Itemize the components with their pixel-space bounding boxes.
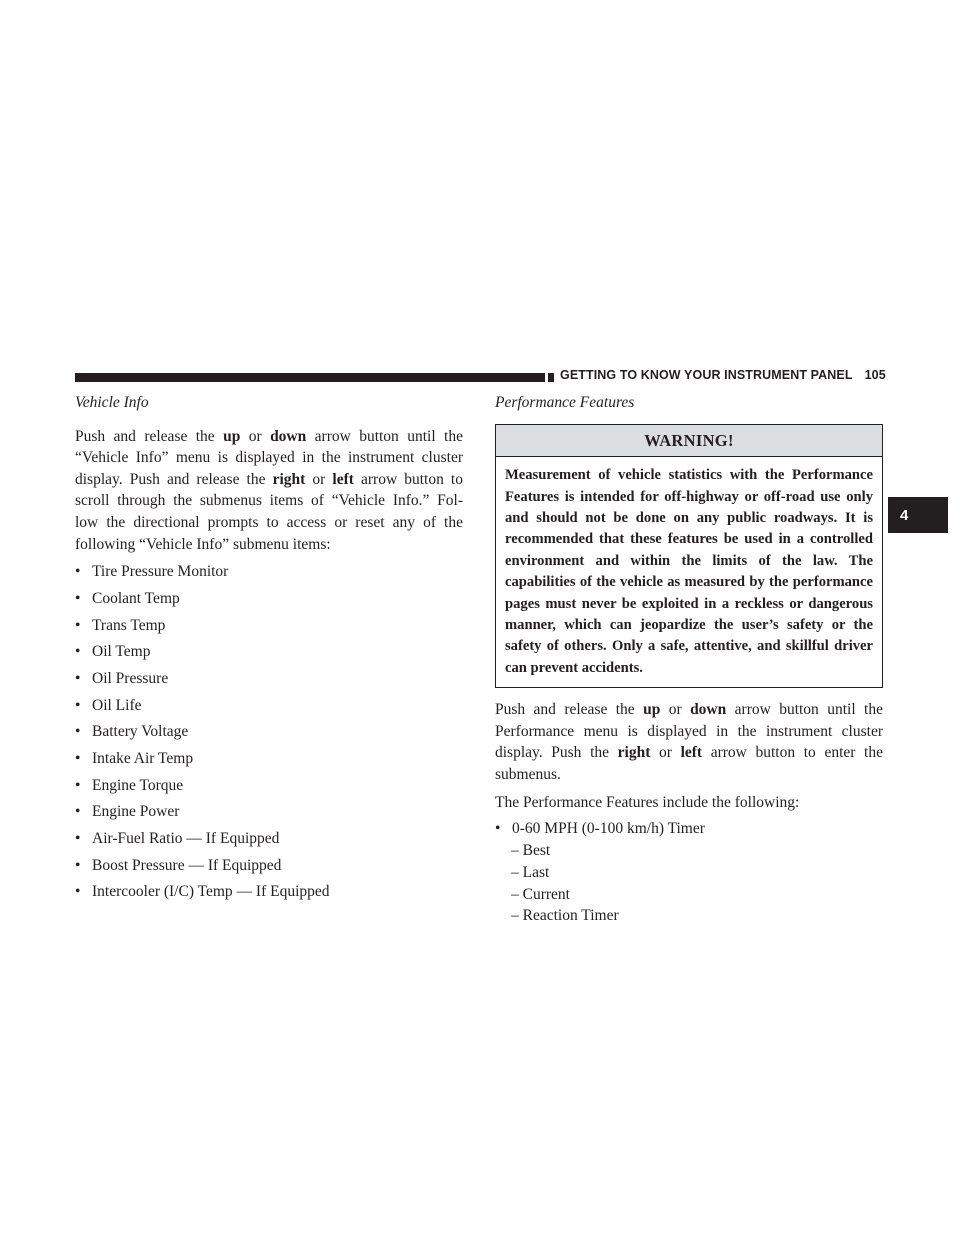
left-column: [75, 392, 463, 908]
header-rule: [75, 373, 545, 382]
list-item: • Tire Pressure Monitor: [75, 563, 229, 581]
list-item: – Current: [511, 885, 570, 903]
performance-list-intro: The Performance Features include the following:: [495, 793, 800, 811]
list-item: – Best: [511, 841, 551, 859]
performance-intro: Push and release the up or down arrow button until the Performance menu is displayed in the instrument cluster display. Push the right or left arrow button to enter the submenus.: [495, 701, 883, 784]
list-item: • Intake Air Temp: [75, 749, 194, 767]
list-item: • Air-Fuel Ratio — If Equipped: [75, 830, 280, 848]
vehicle-info-intro: Push and release the up or down arrow button until the “Vehicle Info” menu is displayed in the instrument cluster display. Push and release the right or left arrow button to scroll through the submenus items of “Vehicle Info.” Fol- low the directional prompts to access or reset any of the following “Vehicle Info” submenu items:: [75, 427, 463, 553]
header-rule-end: [548, 373, 554, 382]
list-item: • Battery Voltage: [75, 723, 189, 741]
chapter-tab[interactable]: 4: [888, 497, 948, 533]
warning-box: [495, 424, 883, 689]
warning-title: WARNING!: [496, 425, 882, 458]
list-item: • Oil Temp: [75, 643, 151, 661]
list-item: • Engine Torque: [75, 776, 184, 794]
warning-body: Measurement of vehicle statistics with the Performance Features is intended for off-highway or off-road use only and should not be done on any public roadways. It is recommended that these features be used in a controlled environment and within the limits of the law. The capabilities of the vehicle as measured by the performance pages must never be exploited in a reckless or dangerous manner, which can jeopardize the user’s safety or the safety of others. Only a safe, attentive, and skillful driver can prevent accidents.: [505, 467, 873, 676]
list-item: • Intercooler (I/C) Temp — If Equipped: [75, 883, 330, 901]
list-item: • Engine Power: [75, 803, 180, 821]
vehicle-info-heading: Vehicle Info: [75, 394, 149, 411]
list-item: • 0-60 MPH (0-100 km/h) Timer: [495, 820, 705, 838]
list-item: • Trans Temp: [75, 616, 166, 634]
performance-features-heading: Performance Features: [495, 394, 635, 411]
page-number: 105: [864, 368, 886, 382]
list-item: – Last: [511, 863, 550, 881]
section-title: GETTING TO KNOW YOUR INSTRUMENT PANEL: [560, 368, 853, 382]
right-column: [495, 392, 883, 927]
list-item: • Oil Life: [75, 696, 142, 714]
performance-list: [495, 818, 883, 840]
list-item: – Reaction Timer: [511, 907, 619, 925]
running-header: [560, 368, 890, 382]
list-item: • Boost Pressure — If Equipped: [75, 856, 282, 874]
vehicle-info-list: [75, 561, 463, 903]
timer-subitems: [495, 840, 883, 927]
list-item: • Coolant Temp: [75, 589, 180, 607]
list-item: • Oil Pressure: [75, 669, 169, 687]
